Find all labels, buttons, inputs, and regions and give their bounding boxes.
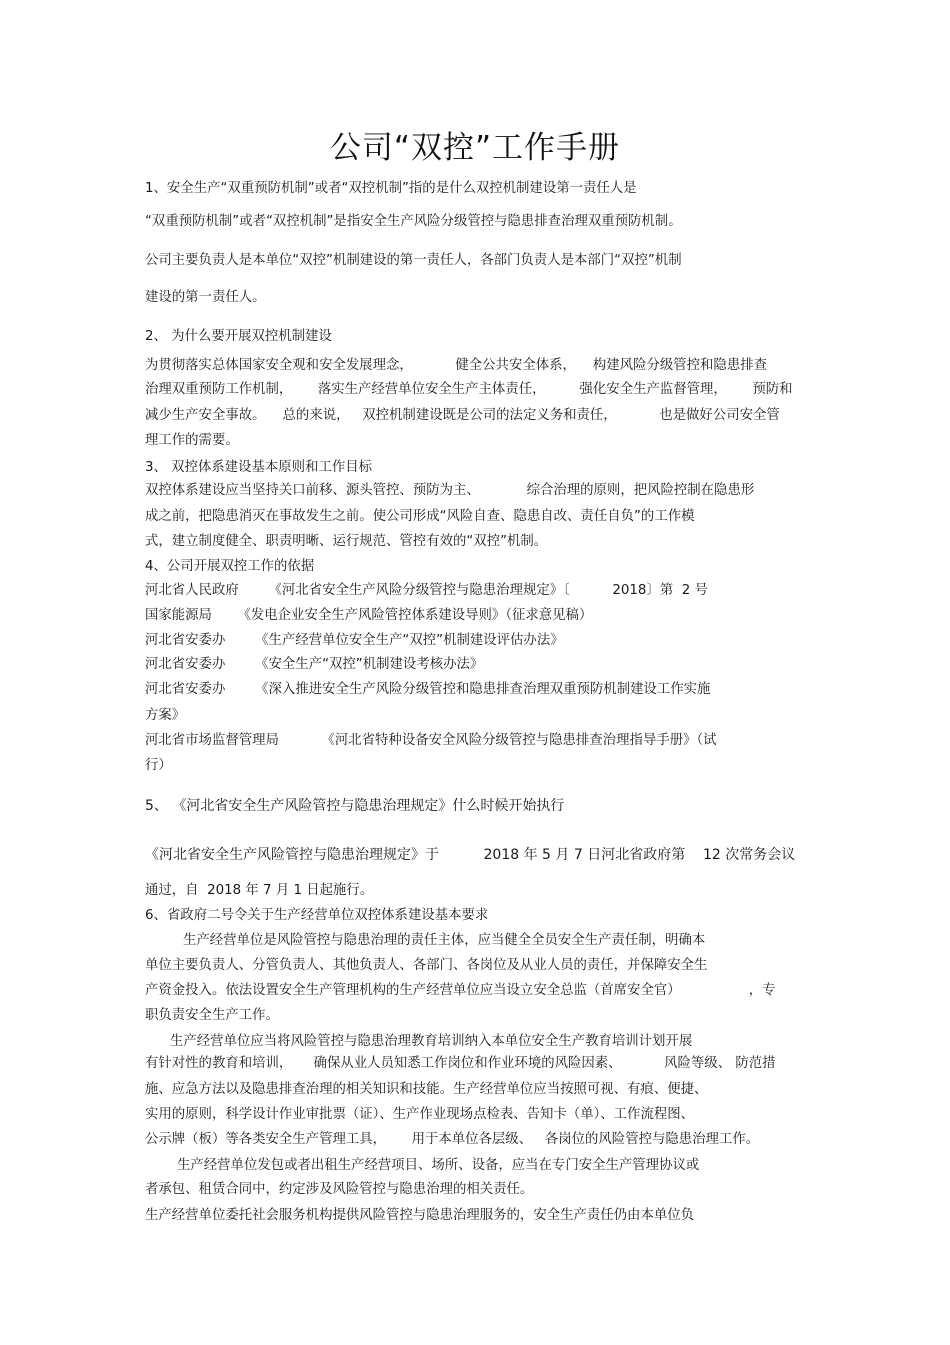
text-line: 理工作的需要。 — [145, 433, 239, 448]
text-line: 河北省安委办 《生产经营单位安全生产“双控”机制建设评估办法》 — [145, 633, 564, 648]
text-line: 1、安全生产“双重预防机制”或者“双控机制”指的是什么双控机制建设第一责任人是 — [145, 181, 637, 196]
section-heading: 2、 为什么要开展双控机制建设 — [145, 329, 332, 344]
text-line: 式，建立制度健全、职责明晰、运行规范、管控有效的“双控”机制。 — [145, 534, 548, 549]
text-line: 方案》 — [145, 708, 186, 723]
text-line: 《河北省安全生产风险管控与隐患治理规定》于 2018 年 5 月 7 日河北省政府第 12 次常务会议 — [145, 847, 796, 863]
text-line: 河北省人民政府 《河北省安全生产风险分级管控与隐患治理规定》〔 2018〕第 2 号 — [145, 583, 708, 598]
text-line: 河北省安委办 《安全生产“双控”机制建设考核办法》 — [145, 657, 484, 672]
section-heading: 3、 双控体系建设基本原则和工作目标 — [145, 460, 373, 475]
text-line: 成之前，把隐患消灭在事故发生之前。使公司形成“风险自查、隐患自改、责任自负”的工作模 — [145, 509, 695, 524]
text-line: 国家能源局 《发电企业安全生产风险管控体系建设导则》（征求意见稿） — [145, 608, 593, 623]
text-line: 行） — [145, 758, 172, 773]
text-line: 实用的原则，科学设计作业审批票（证）、生产作业现场点检表、告知卡（单）、工作流程图、 — [145, 1107, 695, 1122]
text-line: 生产经营单位发包或者出租生产经营项目、场所、设备，应当在专门安全生产管理协议或 — [177, 1158, 700, 1173]
text-line: 建设的第一责任人。 — [145, 290, 266, 305]
text-line: 生产经营单位是风险管控与隐患治理的责任主体，应当健全全员安全生产责任制，明确本 — [183, 933, 706, 948]
text-line: 职负责安全生产工作。 — [145, 1008, 279, 1023]
text-line: 为贯彻落实总体国家安全观和安全发展理念， 健全公共安全体系， 构建风险分级管控和隐患排查 — [145, 358, 767, 373]
text-line: 公示牌（板）等各类安全生产管理工具， 用于本单位各层级、 各岗位的风险管控与隐患治理工作。 — [145, 1132, 760, 1147]
section-heading: 5、 《河北省安全生产风险管控与隐患治理规定》什么时候开始执行 — [145, 798, 565, 814]
text-line: 公司主要负责人是本单位“双控”机制建设的第一责任人，各部门负责人是本部门“双控”机制 — [145, 253, 682, 268]
text-line: 河北省市场监督管理局 《河北省特种设备安全风险分级管控与隐患排查治理指导手册》（试 — [145, 733, 717, 748]
text-line: 河北省安委办 《深入推进安全生产风险分级管控和隐患排查治理双重预防机制建设工作实施 — [145, 682, 711, 697]
text-line: 有针对性的教育和培训， 确保从业人员知悉工作岗位和作业环境的风险因素、 风险等级、 防范措 — [145, 1056, 776, 1071]
section-heading: 4、公司开展双控工作的依据 — [145, 559, 315, 574]
text-line: 减少生产安全事故。 总的来说， 双控机制建设既是公司的法定义务和责任， 也是做好公司安全管 — [145, 408, 780, 423]
document-title: 公司“双控”工作手册 — [329, 130, 621, 166]
text-line: 生产经营单位应当将风险管控与隐患治理教育培训纳入本单位安全生产教育培训计划开展 — [170, 1034, 693, 1049]
text-line: 产资金投入。依法设置安全生产管理机构的生产经营单位应当设立安全总监（首席安全官） ，专 — [145, 983, 776, 998]
text-line: 双控体系建设应当坚持关口前移、源头管控、预防为主、 综合治理的原则，把风险控制在隐患形 — [145, 483, 755, 498]
text-line: 生产经营单位委托社会服务机构提供风险管控与隐患治理服务的，安全生产责任仍由本单位负 — [145, 1208, 695, 1223]
text-line: 施、应急方法以及隐患排查治理的相关知识和技能。生产经营单位应当按照可视、有痕、便捷、 — [145, 1082, 708, 1097]
text-line: 通过，自 2018 年 7 月 1 日起施行。 — [145, 883, 374, 898]
text-line: 治理双重预防工作机制， 落实生产经营单位安全生产主体责任， 强化安全生产监督管理， 预防和 — [145, 382, 793, 397]
text-line: “双重预防机制”或者“双控机制”是指安全生产风险分级管控与隐患排查治理双重预防机制。 — [145, 214, 682, 229]
text-line: 单位主要负责人、分管负责人、其他负责人、各部门、各岗位及从业人员的责任，并保障安全生 — [145, 958, 708, 973]
section-heading: 6、省政府二号令关于生产经营单位双控体系建设基本要求 — [145, 908, 489, 923]
text-line: 者承包、租赁合同中，约定涉及风险管控与隐患治理的相关责任。 — [145, 1182, 534, 1197]
